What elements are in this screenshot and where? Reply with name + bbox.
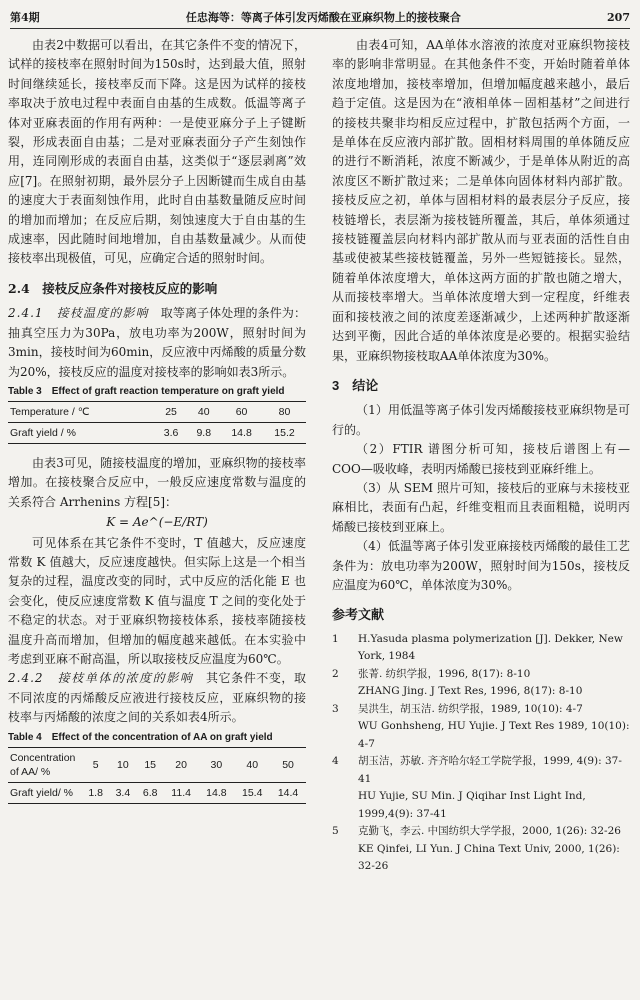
reference-text: 吴洪生，胡玉洁. 纺织学报，1989, 10(10): 4-7 xyxy=(358,702,583,715)
section-heading-2-4: 2.4 接枝反应条件对接枝反应的影响 xyxy=(8,280,218,296)
table-cell: 6.8 xyxy=(142,786,158,799)
table3-caption: Table 3 Effect of graft reaction temperature on graft yield xyxy=(8,385,285,397)
subsection-2-4-1 xyxy=(8,304,306,382)
reference-number: 1 xyxy=(332,632,339,645)
subsection-text: 其它条件不变，取不同浓度的丙烯酸反应液进行接枝反应，亚麻织物的接枝率与丙烯酸的浓度之间的关系如表4所示。 xyxy=(8,671,306,725)
table4-caption: Table 4 Effect of the concentration of AA on graft yield xyxy=(8,731,273,743)
table3 xyxy=(8,401,306,444)
reference-number: 3 xyxy=(332,702,339,715)
table-cell: 5 xyxy=(82,747,109,782)
table-cell: 25 xyxy=(155,401,188,422)
paragraph-table4-discussion: 由表4可知，AA单体水溶液的浓度对亚麻织物接枝率的影响非常明显。在其他条件不变，开始时随着单体浓度地增加，接枝率增加，但增加幅度越来越小，最后趋于定值。这是因为在“液相单体－固相基材”之间进行的接枝共聚非均相反应过程中，扩散包括两个方面，一是单体在反应液内部扩散。固相材料周围的单体随反应的进行不断消耗，浓度不断减少，于是单体从附近的高浓度区不断扩散过来；二是单体向固体材料内部扩散。接枝反应之初，单体与固相材料的最表层分子反应，接枝链增长，表层渐为接枝链所覆盖，其后，单体须通过接枝链覆盖层向材料内部扩散从而与亚表面的活性自由基或使被某些接枝链覆盖，另外一些短链接长。显然，随着单体浓度增大，单体这两方面的扩散也随之增大，从而接枝率增大。当单体浓度增大到一定程度，纤维表面和接枝液之间的浓度差逐渐减少，上述两种扩散逐渐达到平衡，因此合适的单体浓度是必要的。根据实验结果，亚麻织物接枝取AA单体浓度为30%。 xyxy=(332,38,630,363)
table-row xyxy=(8,422,306,443)
table-cell: 3.4 xyxy=(115,786,131,799)
table-cell: 3.6 xyxy=(163,426,179,439)
table-cell: 15.2 xyxy=(274,426,295,439)
table-cell: 60 xyxy=(220,401,263,422)
table-cell: 9.8 xyxy=(196,426,212,439)
reference-list xyxy=(332,631,630,876)
left-column xyxy=(8,36,306,814)
reference-item xyxy=(332,631,630,666)
paragraph-temperature: 可见体系在其它条件不变时，T 值越大，反应速度常数 K 值越大，反应速度越快。但实际上这是一个相当复杂的过程，温度改变的同时，式中反应的活化能 E 也会变化，使反应速度常数 K 值与温度 T 之间的变化处于不稳定的状态。对于亚麻织物接枝体系，接枝率随接枝温度升高而增加，但增加的幅度越来越低。在本实验中考虑到亚麻不耐高温，所以取接枝反应温度为60℃。 xyxy=(8,535,306,666)
table-cell: 14.8 xyxy=(231,426,252,439)
right-column xyxy=(332,36,630,876)
reference-text: 胡玉洁，苏敏. 齐齐哈尔轻工学院学报，1999, 4(9): 37-41 xyxy=(358,755,622,785)
reference-item xyxy=(332,753,630,823)
table-cell: 30 xyxy=(198,747,234,782)
table-cell: 50 xyxy=(270,747,306,782)
running-title: 任忠海等：等离子体引发丙烯酸在亚麻织物上的接枝聚合 xyxy=(185,11,461,24)
reference-number: 5 xyxy=(332,825,339,838)
table-cell: 1.8 xyxy=(88,786,103,799)
reference-item xyxy=(332,823,630,876)
reference-item xyxy=(332,701,630,754)
subsection-label: 2.4.1 接枝温度的影响 xyxy=(8,306,149,321)
table-row xyxy=(8,401,306,422)
paragraph-arrhenius: 由表3可见，随接枝温度的增加，亚麻织物的接枝率增加。在接枝聚合反应中，一般反应速度常数与温度的关系符合 Arrhenins 方程[5]： xyxy=(8,455,306,509)
reference-text: WU Gonhsheng, HU Yujie. J Text Res 1989, 10(10): 4-7 xyxy=(358,720,630,750)
table-cell: 15 xyxy=(137,747,164,782)
reference-text: 张菁. 纺织学报，1996, 8(17): 8-10 xyxy=(358,667,531,680)
conclusion-item: （2）FTIR 谱图分析可知，接枝后谱图上有—COO—吸收峰，表明丙烯酸已接枝到亚麻纤维上。 xyxy=(332,442,630,476)
arrhenius-equation: K = Ae^(−E/RT) xyxy=(106,515,208,530)
running-header xyxy=(10,6,630,29)
table-cell: 40 xyxy=(234,747,270,782)
reference-text: H.Yasuda plasma polymerization [J]. Dekker, New York, 1984 xyxy=(358,632,623,663)
issue-number: 第4期 xyxy=(10,11,40,24)
table-header-cell: Temperature / ℃ xyxy=(8,401,155,422)
reference-text: ZHANG Jing. J Text Res, 1996, 8(17): 8-10 xyxy=(358,685,583,698)
conclusion-item: （4）低温等离子体引发亚麻接枝丙烯酸的最佳工艺条件为：放电功率为200W，照射时间为150s，接枝反应温度为60℃，单体浓度为30%。 xyxy=(332,539,630,592)
subsection-text: 取等离子体处理的条件为：抽真空压力为30Pa，放电功率为200W，照射时间为3min，接枝时间为60min，反应液中丙烯酸的质量分数为20%，接枝反应的温度对接枝率的影响如表3所示。 xyxy=(8,306,306,379)
table-header-cell: Concentration of AA/ % xyxy=(8,747,82,782)
table-cell: 14.4 xyxy=(277,786,299,799)
reference-item xyxy=(332,666,630,701)
conclusion-item: （3）从 SEM 照片可知，接枝后的亚麻与未接枝亚麻相比，表面有凸起，纤维变粗而且表面粗糙，说明丙烯酸已接枝到亚麻上。 xyxy=(332,480,630,534)
table-cell: 15.4 xyxy=(241,786,263,799)
reference-number: 2 xyxy=(332,667,339,680)
table-cell: 10 xyxy=(109,747,136,782)
paragraph-table2-discussion: 由表2中数据可以看出，在其它条件不变的情况下，试样的接枝率在照射时间为150s时，达到最大值，照射时间继续延长，接枝率反而下降。这是因为试样的接枝率取决于放电过程中表面自由基的生成数。低温等离子体对亚麻表面的作用有两种：一是使亚麻分子上子键断裂，形成表面自由基；二是对亚麻表面分子产生刻蚀作用，连同刚形成的表面自由基，这类似于“逐层剥离”效应[7]。在照射初期，最外层分子上因断键而生成自由基的速度大于表面刻蚀作用，此时自由基数量随反应时间的增加而增加；在反应后期，刻蚀速度大于自由基的生成速率，因此随时间地增加，自由基数量减少。从而使接枝率出现极值，可见，应确定合适的照射时间。 xyxy=(8,38,306,266)
table-cell: 40 xyxy=(187,401,220,422)
table4 xyxy=(8,747,306,804)
reference-text: KE Qinfei, LI Yun. J China Text Univ, 2000, 1(26): 32-26 xyxy=(358,842,620,873)
subsection-label: 2.4.2 接枝单体的浓度的影响 xyxy=(8,671,194,686)
table-header-cell: Graft yield/ % xyxy=(10,786,74,799)
subsection-2-4-2 xyxy=(8,669,306,727)
reference-text: 克勤飞，李云. 中国纺织大学学报，2000, 1(26): 32-26 xyxy=(358,825,621,838)
reference-text: HU Yujie, SU Min. J Qiqihar Inst Light Ind, 1999,4(9): 37-41 xyxy=(358,790,586,820)
table-row xyxy=(8,782,306,803)
reference-number: 4 xyxy=(332,755,339,768)
table-cell: 14.8 xyxy=(206,786,227,799)
table-row xyxy=(8,747,306,782)
conclusion-item: （1）用低温等离子体引发丙烯酸接枝亚麻织物是可行的。 xyxy=(332,403,630,437)
page-number: 207 xyxy=(607,10,630,24)
table-cell: 11.4 xyxy=(171,786,191,799)
table-cell: 80 xyxy=(263,401,306,422)
section-heading-conclusion: 3 结论 xyxy=(332,377,379,393)
table-header-cell: Graft yield / % xyxy=(10,426,76,439)
table-cell: 20 xyxy=(164,747,199,782)
references-heading: 参考文献 xyxy=(332,607,385,623)
